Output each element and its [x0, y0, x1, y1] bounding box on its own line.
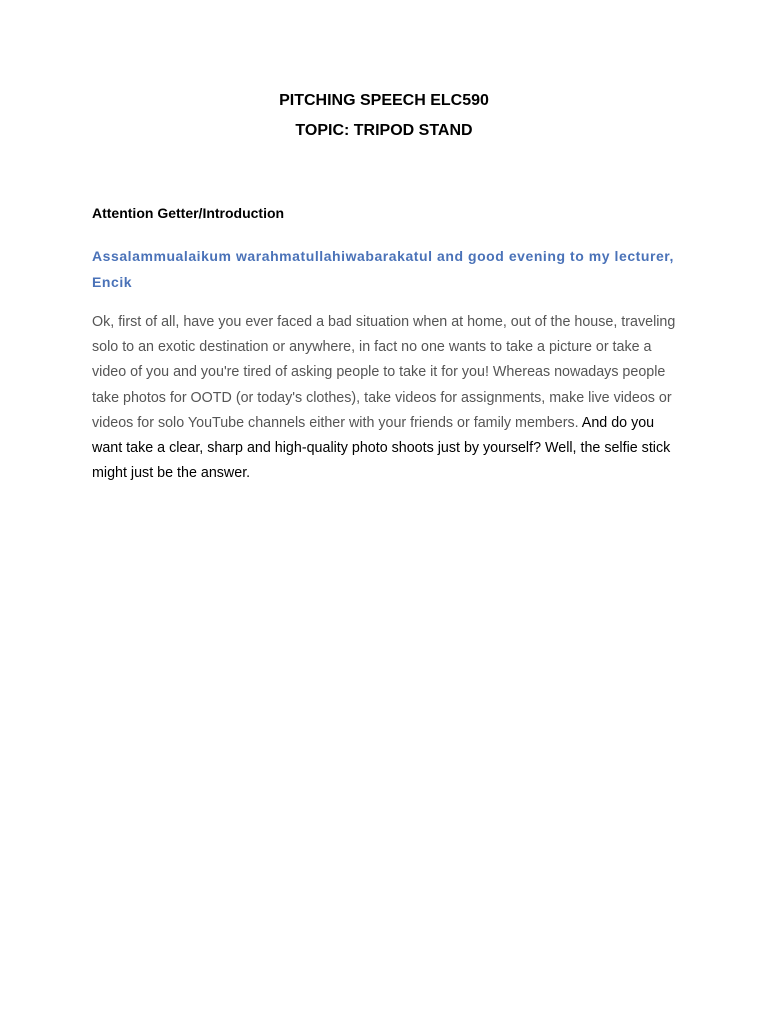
document-title: PITCHING SPEECH ELC590 — [279, 92, 489, 109]
title-block — [0, 86, 768, 146]
intro-paragraph-gray-text: Ok, first of all, have you ever faced a bad situation when at home, out of the house, traveling solo to an exotic destination or anywhere, in fact no one wants to take a picture or take a video of you and you're tired of asking people to take it for you! Whereas nowadays people take photos for OOTD (or today's clothes), take videos for assignments, make live videos or videos for solo YouTube channels either with your friends or family members. — [92, 314, 676, 431]
section-heading: Attention Getter/Introduction — [92, 205, 285, 221]
intro-paragraph-black-text: And do you want take a clear, sharp and high-quality photo shoots just by yourself? Well, the selfie stick might just be the answer. — [92, 414, 671, 482]
intro-paragraph — [92, 310, 682, 486]
greeting-paragraph: Assalammualaikum warahmatullahiwabarakatul and good evening to my lecturer, Encik — [92, 248, 674, 290]
document-topic: TOPIC: TRIPOD STAND — [295, 122, 473, 139]
